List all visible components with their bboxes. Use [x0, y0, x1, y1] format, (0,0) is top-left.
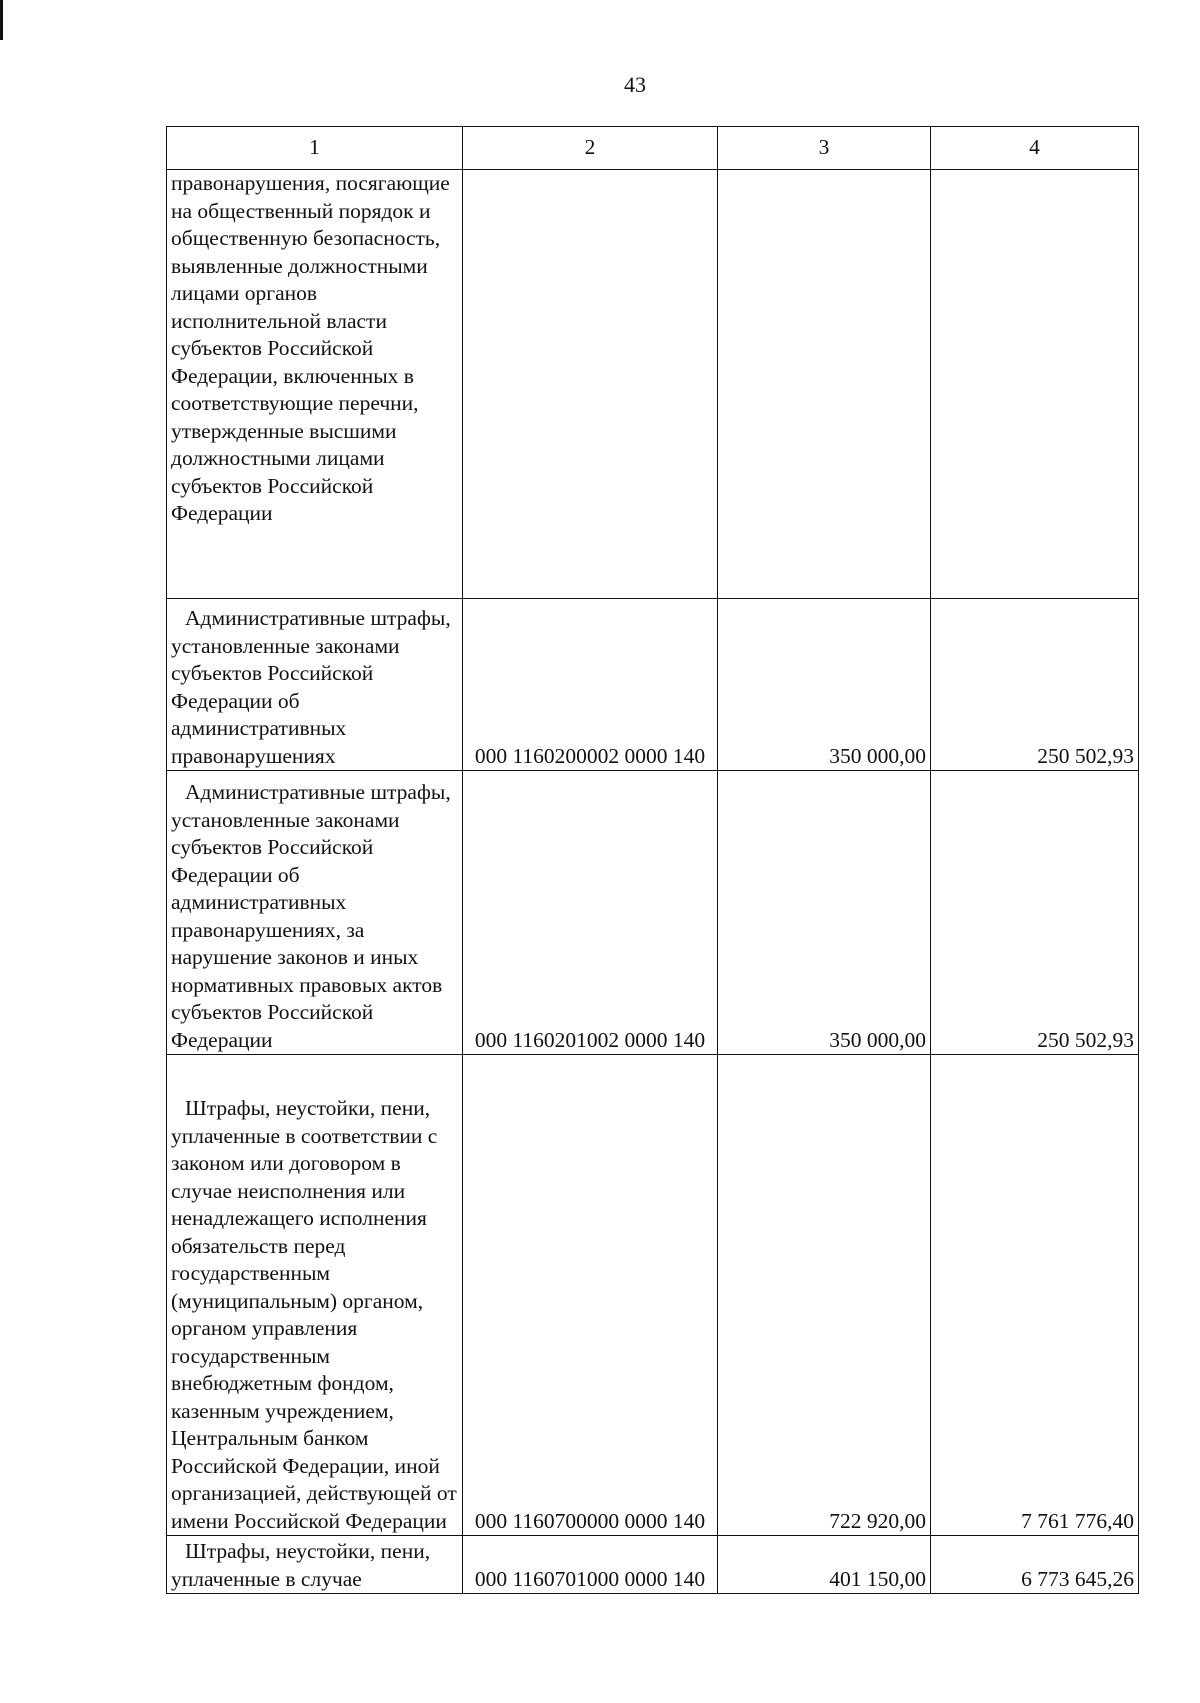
- row-plan-value: 722 920,00: [718, 1055, 931, 1536]
- row-name: правонарушения, посягающие на общественный порядок и общественную безопасность, выявленные должностными лицами органов исполнительной власти субъектов Российской Федерации, включенных в соответствующие перечни, утвержденные высшими должностными лицами субъектов Российской Федерации: [167, 170, 463, 599]
- row-fact-value: 6 773 645,26: [931, 1536, 1139, 1594]
- scan-edge-mark: [0, 0, 3, 40]
- table-row: [167, 1055, 1139, 1536]
- row-name: Административные штрафы, установленные законами субъектов Российской Федерации об административных правонарушениях: [167, 599, 463, 771]
- column-header-3: 3: [718, 127, 931, 170]
- row-plan-value: 350 000,00: [718, 771, 931, 1055]
- row-name: Штрафы, неустойки, пени, уплаченные в случае: [167, 1536, 463, 1594]
- table-row: [167, 771, 1139, 1055]
- table-header-row: [167, 127, 1139, 170]
- table-row: [167, 1536, 1139, 1594]
- row-fact-value: [931, 170, 1139, 599]
- row-plan-value: 401 150,00: [718, 1536, 931, 1594]
- column-header-1: 1: [167, 127, 463, 170]
- row-code: 000 1160200002 0000 140: [463, 599, 718, 771]
- row-code: 000 1160701000 0000 140: [463, 1536, 718, 1594]
- budget-table: [166, 126, 1139, 1594]
- row-fact-value: 250 502,93: [931, 599, 1139, 771]
- column-header-4: 4: [931, 127, 1139, 170]
- row-fact-value: 7 761 776,40: [931, 1055, 1139, 1536]
- row-code: [463, 170, 718, 599]
- row-fact-value: 250 502,93: [931, 771, 1139, 1055]
- row-name: Штрафы, неустойки, пени, уплаченные в соответствии с законом или договором в случае неисполнения или ненадлежащего исполнения обязательств перед государственным (муниципальным) органом, органом управления государственным внебюджетным фондом, казенным учреждением, Центральным банком Российской Федерации, иной организацией, действующей от имени Российской Федерации: [167, 1055, 463, 1536]
- column-header-2: 2: [463, 127, 718, 170]
- row-code: 000 1160700000 0000 140: [463, 1055, 718, 1536]
- page-number: 43: [624, 72, 646, 97]
- table-row: [167, 170, 1139, 599]
- row-name: Административные штрафы, установленные законами субъектов Российской Федерации об административных правонарушениях, за нарушение законов и иных нормативных правовых актов субъектов Российской Федерации: [167, 771, 463, 1055]
- table-row: [167, 599, 1139, 771]
- row-plan-value: 350 000,00: [718, 599, 931, 771]
- row-plan-value: [718, 170, 931, 599]
- row-code: 000 1160201002 0000 140: [463, 771, 718, 1055]
